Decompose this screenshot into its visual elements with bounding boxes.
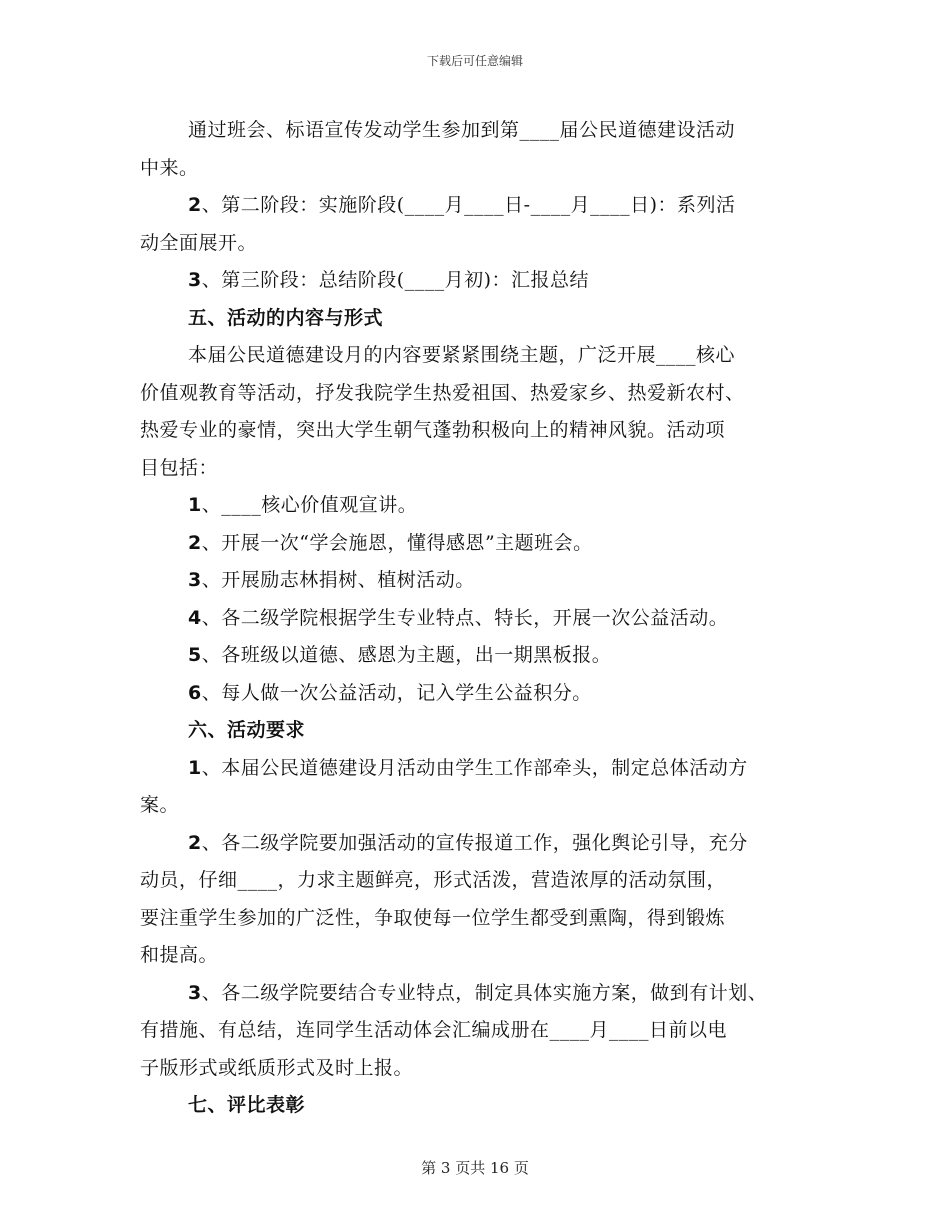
line-text: 、____核心价值观宣讲。 xyxy=(201,494,418,516)
line-text: 中来。 xyxy=(140,156,199,179)
item-number: 4 xyxy=(188,606,202,629)
line-text: 案。 xyxy=(140,794,180,816)
item-number: 2 xyxy=(188,831,202,854)
paragraph-line xyxy=(140,525,810,563)
paragraph-line xyxy=(140,825,810,863)
paragraph-line xyxy=(140,600,810,638)
paragraph-line xyxy=(140,450,810,488)
paragraph-line xyxy=(140,862,810,900)
paragraph-line xyxy=(140,150,810,188)
item-number: 1 xyxy=(188,494,202,516)
item-number: 3 xyxy=(188,981,202,1004)
paragraph-line xyxy=(140,975,810,1013)
paragraph-line xyxy=(140,375,810,413)
line-text: 、开展励志林捐树、植树活动。 xyxy=(201,569,475,591)
line-text: 、各二级学院要加强活动的宣传报道工作，强化舆论引导，充分 xyxy=(201,831,748,854)
line-text: 、各二级学院要结合专业特点，制定具体实施方案，做到有计划、 xyxy=(201,981,768,1004)
line-text: 、开展一次“学会施恩，懂得感恩”主题班会。 xyxy=(201,531,593,554)
page-footer: 第 3 页共 16 页 xyxy=(421,1159,529,1177)
paragraph-line xyxy=(140,187,810,225)
line-text: 通过班会、标语宣传发动学生参加到第____届公民道德建设活动 xyxy=(188,119,736,141)
paragraph-line xyxy=(140,1012,810,1050)
line-text: 动员，仔细____，力求主题鲜亮，形式活泼，营造浓厚的活动氛围， xyxy=(140,869,727,891)
line-text: 价值观教育等活动，抒发我院学生热爱祖国、热爱家乡、热爱新农村、 xyxy=(140,381,745,404)
paragraph-line xyxy=(140,487,810,525)
item-number: 5 xyxy=(188,644,202,666)
paragraph-line xyxy=(140,675,810,713)
line-text: 目包括： xyxy=(140,456,219,479)
line-text: 本届公民道德建设月的内容要紧紧围绕主题，广泛开展____核心 xyxy=(188,344,736,366)
line-text: 和提高。 xyxy=(140,944,219,966)
paragraph-line xyxy=(140,637,810,675)
line-text: 子版形式或纸质形式及时上报。 xyxy=(140,1056,414,1079)
line-text: 要注重学生参加的广泛性，争取使每一位学生都受到熏陶，得到锻炼 xyxy=(140,906,726,929)
line-text: 、第三阶段：总结阶段(____月初)：汇报总结 xyxy=(201,269,590,291)
line-text: 、各班级以道德、感恩为主题，出一期黑板报。 xyxy=(201,644,612,666)
paragraph-line xyxy=(140,750,810,788)
paragraph-line xyxy=(140,937,810,975)
item-number: 3 xyxy=(188,569,202,591)
item-number: 1 xyxy=(188,756,202,779)
paragraph-line xyxy=(140,412,810,450)
line-text: 六、活动要求 xyxy=(188,719,306,741)
paragraph-line xyxy=(140,900,810,938)
document-body xyxy=(140,112,810,1125)
line-text: 热爱专业的豪情，突出大学生朝气蓬勃积极向上的精神风貌。活动项 xyxy=(140,419,726,441)
line-text: 、各二级学院根据学生专业特点、特长，开展一次公益活动。 xyxy=(201,606,729,629)
item-number: 2 xyxy=(188,194,202,216)
paragraph-line xyxy=(140,262,810,300)
line-text: 五、活动的内容与形式 xyxy=(188,306,384,329)
line-text: 、本届公民道德建设月活动由学生工作部牵头，制定总体活动方 xyxy=(201,756,748,779)
line-text: 七、评比表彰 xyxy=(188,1094,306,1116)
line-text: 、每人做一次公益活动，记入学生公益积分。 xyxy=(201,681,592,704)
item-number: 6 xyxy=(188,681,202,704)
page-header: 下载后可任意编辑 xyxy=(426,54,523,68)
paragraph-line xyxy=(140,225,810,263)
paragraph-line xyxy=(140,337,810,375)
section-heading xyxy=(140,1087,810,1125)
line-text: 动全面展开。 xyxy=(140,231,258,254)
section-heading xyxy=(140,300,810,338)
section-heading xyxy=(140,712,810,750)
line-text: 有措施、有总结，连同学生活动体会汇编成册在____月____日前以电 xyxy=(140,1019,728,1041)
item-number: 3 xyxy=(188,269,202,291)
paragraph-line xyxy=(140,112,810,150)
paragraph-line xyxy=(140,787,810,825)
paragraph-line xyxy=(140,1050,810,1088)
paragraph-line xyxy=(140,562,810,600)
line-text: 、第二阶段：实施阶段(____月____日-____月____日)：系列活 xyxy=(201,194,736,216)
item-number: 2 xyxy=(188,531,202,554)
